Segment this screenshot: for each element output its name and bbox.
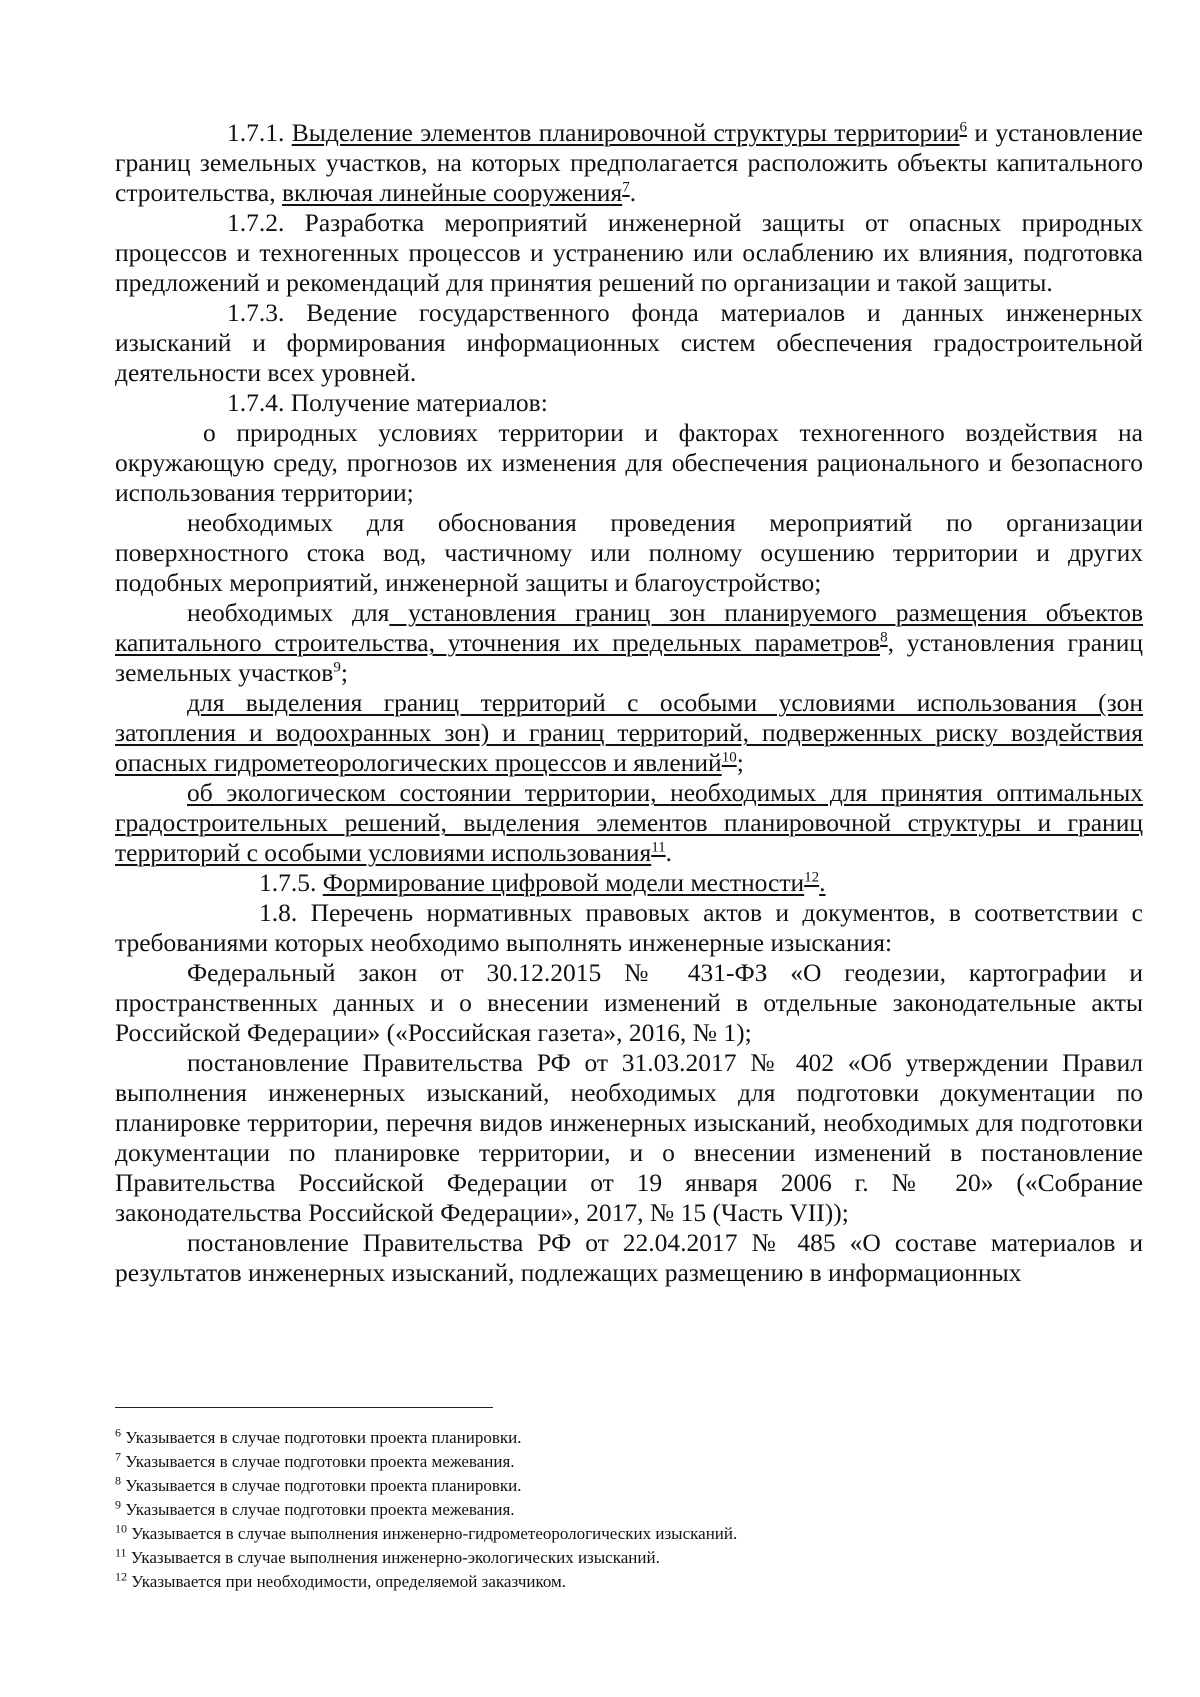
paragraph-text: о природных условиях территории и факторах техногенного воздействия на окружающую среду, прогнозов их изменения для обеспечения рационального и безопасного использования территории; [115, 418, 1143, 507]
paragraph [115, 868, 1143, 898]
paragraph [115, 688, 1143, 778]
paragraph [115, 1048, 1143, 1228]
section-number: 1.7.2. [227, 208, 285, 237]
paragraph-text: необходимых для обоснования проведения мероприятий по организации поверхностного стока вод, частичному или полному осушению территории и других подобных мероприятий, инженерной защиты и благоустройство; [115, 508, 1143, 597]
section-number: 1.7.3. [227, 298, 285, 327]
paragraph-text: . [665, 838, 673, 867]
footnote-text: Указывается в случае подготовки проекта планировки. [121, 1428, 522, 1447]
footnote-ref: 8 [880, 629, 888, 646]
paragraph-text: Федеральный закон от 30.12.2015 № 431-ФЗ «О геодезии, картографии и пространственных данных и о внесении изменений в отдельные законодательные акты Российской Федерации» («Российская газета», 2016, № 1); [115, 958, 1143, 1047]
footnote-text: Указывается в случае подготовки проекта межевания. [121, 1500, 515, 1519]
underlined-text: включая линейные сооружения [281, 178, 623, 207]
underlined-text: для выделения границ территорий с особыми условиями использования (зон затопления и водоохранных зон) и границ территорий, подверженных риску воздействия опасных гидрометеорологических процессов и явлений [115, 688, 1143, 777]
paragraph-text: постановление Правительства РФ от 22.04.2017 № 485 «О составе материалов и результатов инженерных изысканий, подлежащих размещению в информационных [115, 1228, 1143, 1287]
paragraph-text: постановление Правительства РФ от 31.03.2017 № 402 «Об утверждении Правил выполнения инженерных изысканий, необходимых для подготовки документации по планировке территории, перечня видов инженерных изысканий, необходимых для подготовки документации по планировке территории, и о внесении изменений в постановление Правительства Российской Федерации от 19 января 2006 г. № 20» («Собрание законодательства Российской Федерации», 2017, № 15 (Часть VII)); [115, 1048, 1143, 1227]
footnote-ref: 6 [959, 119, 968, 136]
footnote-number: 12 [115, 1569, 127, 1584]
section-number: 1.7.1. [227, 118, 285, 147]
paragraph [115, 388, 1143, 418]
footnote-number: 11 [115, 1545, 127, 1560]
underlined-text: Выделение элементов планировочной структуры территории [291, 118, 960, 147]
paragraph-text: . [629, 178, 637, 207]
paragraph [115, 778, 1143, 868]
paragraph [115, 298, 1143, 388]
paragraph-text: Получение материалов: [284, 388, 548, 417]
footnote-number: 6 [115, 1425, 121, 1440]
footnote-number: 7 [115, 1449, 121, 1464]
paragraph-text: необходимых для [187, 598, 390, 627]
underlined-text: Формирование цифровой модели местности [322, 868, 805, 897]
footnote [115, 1570, 1143, 1594]
footnote-ref: 12 [804, 869, 820, 886]
footnote [115, 1426, 1143, 1450]
paragraph-text: , установления границ земельных участков [115, 628, 1143, 687]
footnote-ref: 7 [622, 179, 630, 196]
footnote [115, 1546, 1143, 1570]
section-number: 1.7.5. [259, 868, 317, 897]
footnote-text: Указывается в случае выполнения инженерно-экологических изысканий. [126, 1548, 660, 1567]
footnote-number: 10 [115, 1521, 127, 1536]
footnote-text: Указывается в случае подготовки проекта межевания. [121, 1452, 515, 1471]
underlined-text: установления границ зон планируемого размещения объектов капитального строительства, уточнения их предельных параметров [115, 598, 1143, 657]
paragraph [115, 118, 1143, 208]
footnote-number: 9 [115, 1497, 121, 1512]
footnote [115, 1474, 1143, 1498]
paragraph-text: Ведение государственного фонда материалов и данных инженерных изысканий и формирования информационных систем обеспечения градостроительной деятельности всех уровней. [115, 298, 1143, 387]
underlined-text: об экологическом состоянии территории, необходимых для принятия оптимальных градостроительных решений, выделения элементов планировочной структуры и границ территорий с особыми условиями использования [115, 778, 1143, 867]
footnote-text: Указывается в случае подготовки проекта планировки. [121, 1476, 522, 1495]
footnote-ref: 11 [651, 839, 666, 856]
paragraph-text: Разработка мероприятий инженерной защиты от опасных природных процессов и техногенных процессов и устранению или ослаблению их влияния, подготовка предложений и рекомендаций для принятия решений по организации и такой защиты. [115, 208, 1143, 297]
section-number: 1.8. [259, 898, 298, 927]
paragraph [115, 508, 1143, 598]
footnote-text: Указывается в случае выполнения инженерно-гидрометеорологических изысканий. [127, 1524, 738, 1543]
paragraph-text: Перечень нормативных правовых актов и документов, в соответствии с требованиями которых необходимо выполнять инженерные изыскания: [115, 898, 1143, 957]
paragraph [115, 598, 1143, 688]
document-body [115, 118, 1143, 1288]
underlined-text: . [819, 868, 826, 897]
paragraph [115, 958, 1143, 1048]
footnote-number: 8 [115, 1473, 121, 1488]
section-number: 1.7.4. [227, 388, 285, 417]
paragraph-text: ; [340, 658, 348, 687]
paragraph [115, 208, 1143, 298]
footnote-separator [115, 1407, 493, 1408]
footnote-ref: 9 [333, 659, 341, 676]
paragraph-text: ; [736, 748, 744, 777]
paragraph [115, 1228, 1143, 1288]
footnote [115, 1450, 1143, 1474]
footnotes [115, 1426, 1143, 1594]
paragraph-text [284, 118, 291, 147]
footnote-text: Указывается при необходимости, определяемой заказчиком. [127, 1572, 567, 1591]
footnote-ref: 10 [721, 749, 737, 766]
footnote [115, 1498, 1143, 1522]
paragraph-text: и установление границ земельных участков, на которых предполагается расположить объекты капитального строительства, [115, 118, 1144, 207]
paragraph [115, 898, 1143, 958]
footnote [115, 1522, 1143, 1546]
paragraph [115, 418, 1143, 508]
